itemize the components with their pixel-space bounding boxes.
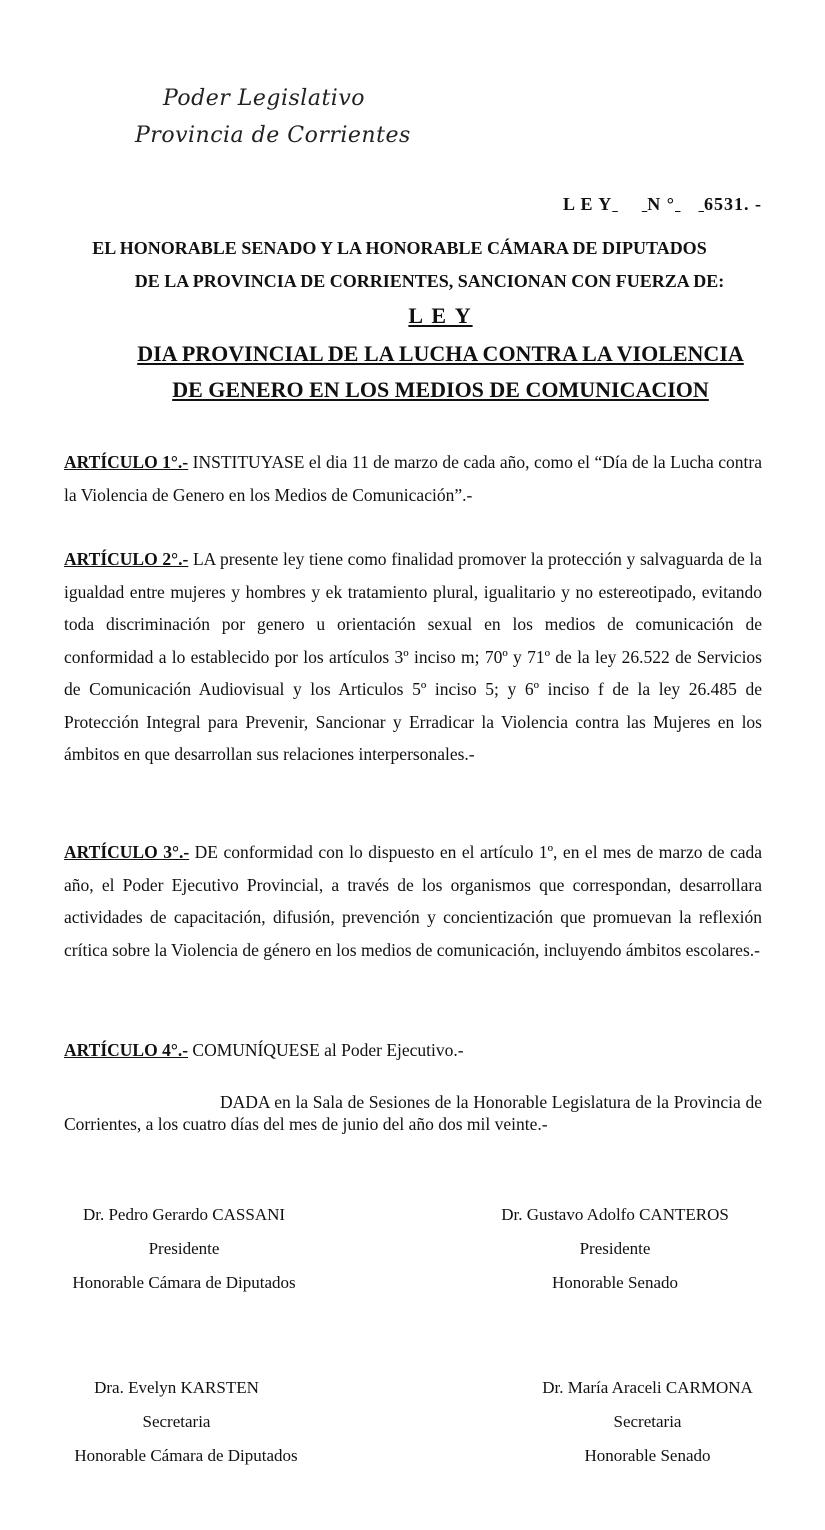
article-2-label: ARTÍCULO 2°.- [64, 549, 189, 569]
article-2-text: LA presente ley tiene como finalidad promover la protección y salvaguarda de la igualdad entre mujeres y hombres y ek tratamiento plural, igualitario y no estereotipado, evitando toda discriminación por genero u orientación sexual en los medios de comunicación de conformidad a lo establecido por los artículos 3º inciso m; 70º y 71º de la ley 26.522 de Servicios de Comunicación Audiovisual y los Articulos 5º inciso 5; y 6º inciso f de la ley 26.485 de Protección Integral para Prevenir, Sancionar y Erradicar la Violencia contra las Mujeres en los ámbitos en que desarrollan sus relaciones interpersonales.- [64, 549, 763, 764]
law-number-label: L E Y [562, 194, 613, 214]
signature-block [44, 1198, 324, 1300]
article-4-label: ARTÍCULO 4°.- [64, 1040, 189, 1060]
signatory-role: Secretaria [613, 1412, 682, 1431]
law-number [563, 194, 762, 215]
article-1-text: INSTITUYASE el dia 11 de marzo de cada año, como el “Día de la Lucha contra la Violencia de Genero en los Medios de Comunicación”.- [64, 452, 762, 505]
signatory-name: Dr. María Araceli CARMONA [542, 1378, 753, 1397]
signatory-body: Honorable Senado [551, 1273, 679, 1292]
signatory-name: Dr. Pedro Gerardo CASSANI [82, 1205, 286, 1224]
article-4-text: COMUNÍQUESE al Poder Ejecutivo.- [188, 1040, 464, 1060]
heading-line-1: EL HONORABLE SENADO Y LA HONORABLE CÁMARA DE DIPUTADOS [92, 238, 707, 258]
article-3-label: ARTÍCULO 3°.- [64, 842, 190, 862]
article-1 [64, 446, 762, 511]
law-number-value: 6531. - [704, 194, 762, 214]
signatory-name: Dra. Evelyn KARSTEN [94, 1378, 259, 1397]
signatory-role: Presidente [148, 1239, 220, 1258]
article-3-text: DE conformidad con lo dispuesto en el artículo 1º, en el mes de marzo de cada año, el Poder Ejecutivo Provincial, a través de los organismos que correspondan, desarrollara actividades de capacitación, difusión, prevención y concientización que promuevan la reflexión crítica sobre la Violencia de género en los medios de comunicación, incluyendo ámbitos escolares.- [64, 842, 763, 960]
article-4 [64, 1034, 762, 1067]
dada-paragraph: DADA en la Sala de Sesiones de la Honorable Legislatura de la Provincia de Corrientes, a los cuatro días del mes de junio del año dos mil veinte.- [64, 1092, 762, 1134]
heading-ley: L E Y [408, 303, 473, 328]
heading-line-2: DE LA PROVINCIA DE CORRIENTES, SANCIONAN CON FUERZA DE: [134, 271, 725, 291]
law-number-symbol: N ° [647, 194, 675, 214]
law-title-line-2: DE GENERO EN LOS MEDIOS DE COMUNICACION [172, 377, 709, 402]
signatory-body: Honorable Senado [584, 1446, 711, 1465]
law-title-line-1: DIA PROVINCIAL DE LA LUCHA CONTRA LA VIOLENCIA [137, 341, 744, 366]
letterhead-line-1: Poder Legislativo [163, 86, 366, 111]
article-2 [64, 543, 762, 771]
signatory-role: Secretaria [142, 1412, 211, 1431]
signatory-name: Dr. Gustavo Adolfo CANTEROS [501, 1205, 729, 1224]
letterhead-line-2: Provincia de Corrientes [135, 123, 411, 148]
signature-block [460, 1198, 770, 1300]
signature-block [44, 1371, 309, 1473]
signatory-body: Honorable Cámara de Diputados [72, 1273, 296, 1292]
article-3 [64, 836, 762, 966]
signatory-body: Honorable Cámara de Diputados [74, 1446, 298, 1465]
signatory-role: Presidente [579, 1239, 651, 1258]
signature-block [500, 1371, 795, 1473]
article-1-label: ARTÍCULO 1°.- [64, 452, 189, 472]
